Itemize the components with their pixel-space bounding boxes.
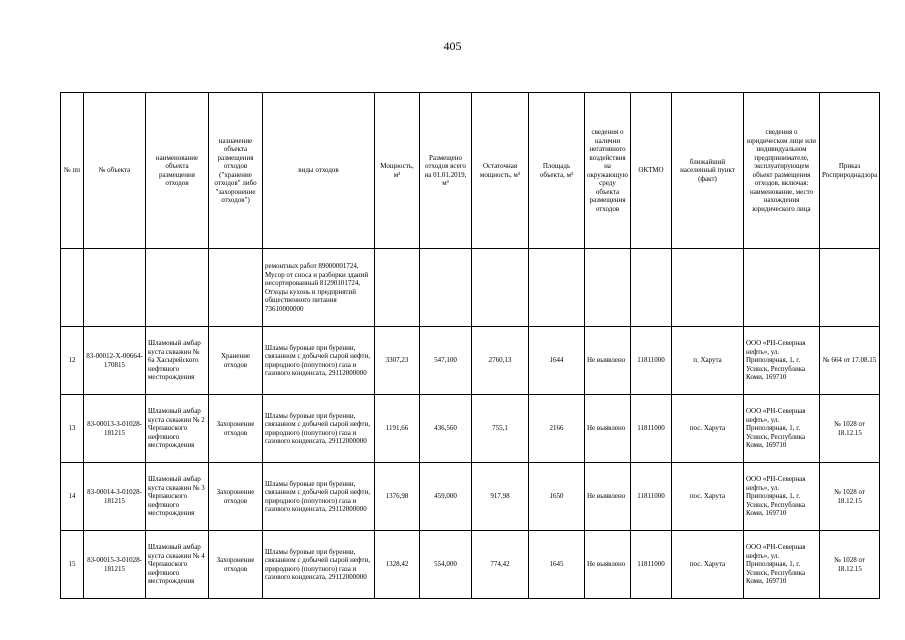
order-ref: № 1028 от 18.12.15 (820, 395, 880, 463)
nearest-settlement: пос. Харута (672, 395, 744, 463)
capacity: 3307,23 (375, 327, 420, 395)
impact-status: Не выявлено (585, 531, 631, 599)
nearest-settlement: пос. Харута (672, 463, 744, 531)
oktmo-code: 11811000 (631, 327, 672, 395)
impact-status: Не выявлено (585, 463, 631, 531)
placed-volume: 554,000 (420, 531, 472, 599)
operator-info: ООО «РН-Северная нефть», ул. Приполярная, 1, г. Усинск, Республика Коми, 169710 (744, 395, 820, 463)
waste-types: Шламы буровые при бурении, связанном с добычей сырой нефти, природного (попутного) газа и газового конденсата, 29112000000 (263, 531, 375, 599)
header-cell: № пп (61, 93, 84, 249)
waste-objects-table (60, 92, 880, 599)
waste-types: Шламы буровые при бурении, связанном с добычей сырой нефти, природного (попутного) газа и газового конденсата, 29112000000 (263, 327, 375, 395)
row-number: 13 (61, 395, 84, 463)
order-ref: № 1028 от 18.12.15 (820, 531, 880, 599)
header-cell: сведения о юридическом лице или индивидуальном предпринимателе, эксплуатирующем объект размещения отходов, включая: наименование, место нахождения юридического лица (744, 93, 820, 249)
impact-status: Не выявлено (585, 395, 631, 463)
nearest-settlement: пос. Харута (672, 531, 744, 599)
nearest-settlement: п. Харута (672, 327, 744, 395)
operator-info: ООО «РН-Северная нефть», ул. Приполярная, 1, г. Усинск, Республика Коми, 169710 (744, 463, 820, 531)
remaining-capacity: 2760,13 (472, 327, 529, 395)
object-purpose: Захоронение отходов (209, 395, 263, 463)
page-number: 405 (443, 39, 462, 53)
object-area: 1650 (529, 463, 585, 531)
remaining-capacity: 917,98 (472, 463, 529, 531)
header-cell: Размещено отходов всего на 01.01.2019, м³ (420, 93, 472, 249)
table-row (61, 463, 880, 531)
order-ref: № 1028 от 18.12.15 (820, 463, 880, 531)
row-number: 14 (61, 463, 84, 531)
header-cell: ближайший населенный пункт (факт) (672, 93, 744, 249)
placed-volume: 547,100 (420, 327, 472, 395)
capacity: 1191,66 (375, 395, 420, 463)
object-name: Шламовый амбар куста скважин № 6а Хасырейского нефтяного месторождения (146, 327, 209, 395)
object-name: Шламовый амбар куста скважин № 4 Черпаюского нефтяного месторождения (146, 531, 209, 599)
waste-types: Шламы буровые при бурении, связанном с добычей сырой нефти, природного (попутного) газа и газового конденсата, 29112000000 (263, 395, 375, 463)
operator-info: ООО «РН-Северная нефть», ул. Приполярная, 1, г. Усинск, Республика Коми, 169710 (744, 327, 820, 395)
remaining-capacity: 774,42 (472, 531, 529, 599)
header-cell: сведения о наличии негативного воздействия на окружающую среду объекта размещения отходов (585, 93, 631, 249)
placed-volume: 436,560 (420, 395, 472, 463)
header-cell: Мощность, м³ (375, 93, 420, 249)
header-cell: № объекта (84, 93, 146, 249)
remaining-capacity: 755,1 (472, 395, 529, 463)
header-row (61, 93, 880, 249)
object-name: Шламовый амбар куста скважин № 2 Черпаюского нефтяного месторождения (146, 395, 209, 463)
oktmo-code: 11811000 (631, 531, 672, 599)
capacity: 1328,42 (375, 531, 420, 599)
header-cell: наименование объекта размещения отходов (146, 93, 209, 249)
header-cell: Остаточная мощность, м³ (472, 93, 529, 249)
object-id: 83-00012-Х-00664-170815 (84, 327, 146, 395)
header-cell: Приказ Росприроднадзора (820, 93, 880, 249)
operator-info: ООО «РН-Северная нефть», ул. Приполярная, 1, г. Усинск, Республика Коми, 169710 (744, 531, 820, 599)
header-cell: ОКТМО (631, 93, 672, 249)
table-row (61, 327, 880, 395)
header-cell: виды отходов (263, 93, 375, 249)
object-purpose: Захоронение отходов (209, 531, 263, 599)
object-purpose: Захоронение отходов (209, 463, 263, 531)
object-id: 83-00013-З-01028-181215 (84, 395, 146, 463)
oktmo-code: 11811000 (631, 463, 672, 531)
header-cell: Площадь объекта, м² (529, 93, 585, 249)
object-name: Шламовый амбар куста скважин № 3 Черпаюского нефтяного месторождения (146, 463, 209, 531)
object-area: 1644 (529, 327, 585, 395)
object-id: 83-00015-З-01028-181215 (84, 531, 146, 599)
capacity: 1376,98 (375, 463, 420, 531)
object-purpose: Хранение отходов (209, 327, 263, 395)
order-ref: № 664 от 17.08.15 (820, 327, 880, 395)
header-cell: назначение объекта размещения отходов ("хранение отходов" либо "захоронение отходов") (209, 93, 263, 249)
row-number: 12 (61, 327, 84, 395)
waste-types-cell: ремонтных работ 89000001724, Мусор от сноса и разборки зданий несортированный 81290101724, Отходы кухонь и предприятий общественного питания 73610000000 (263, 249, 375, 327)
object-area: 2166 (529, 395, 585, 463)
impact-status: Не выявлено (585, 327, 631, 395)
row-number: 15 (61, 531, 84, 599)
table-row (61, 531, 880, 599)
waste-types: Шламы буровые при бурении, связанном с добычей сырой нефти, природного (попутного) газа и газового конденсата, 29112000000 (263, 463, 375, 531)
placed-volume: 459,000 (420, 463, 472, 531)
object-area: 1645 (529, 531, 585, 599)
object-id: 83-00014-З-01028-181215 (84, 463, 146, 531)
continuation-row (61, 249, 880, 327)
table-row (61, 395, 880, 463)
oktmo-code: 11811000 (631, 395, 672, 463)
